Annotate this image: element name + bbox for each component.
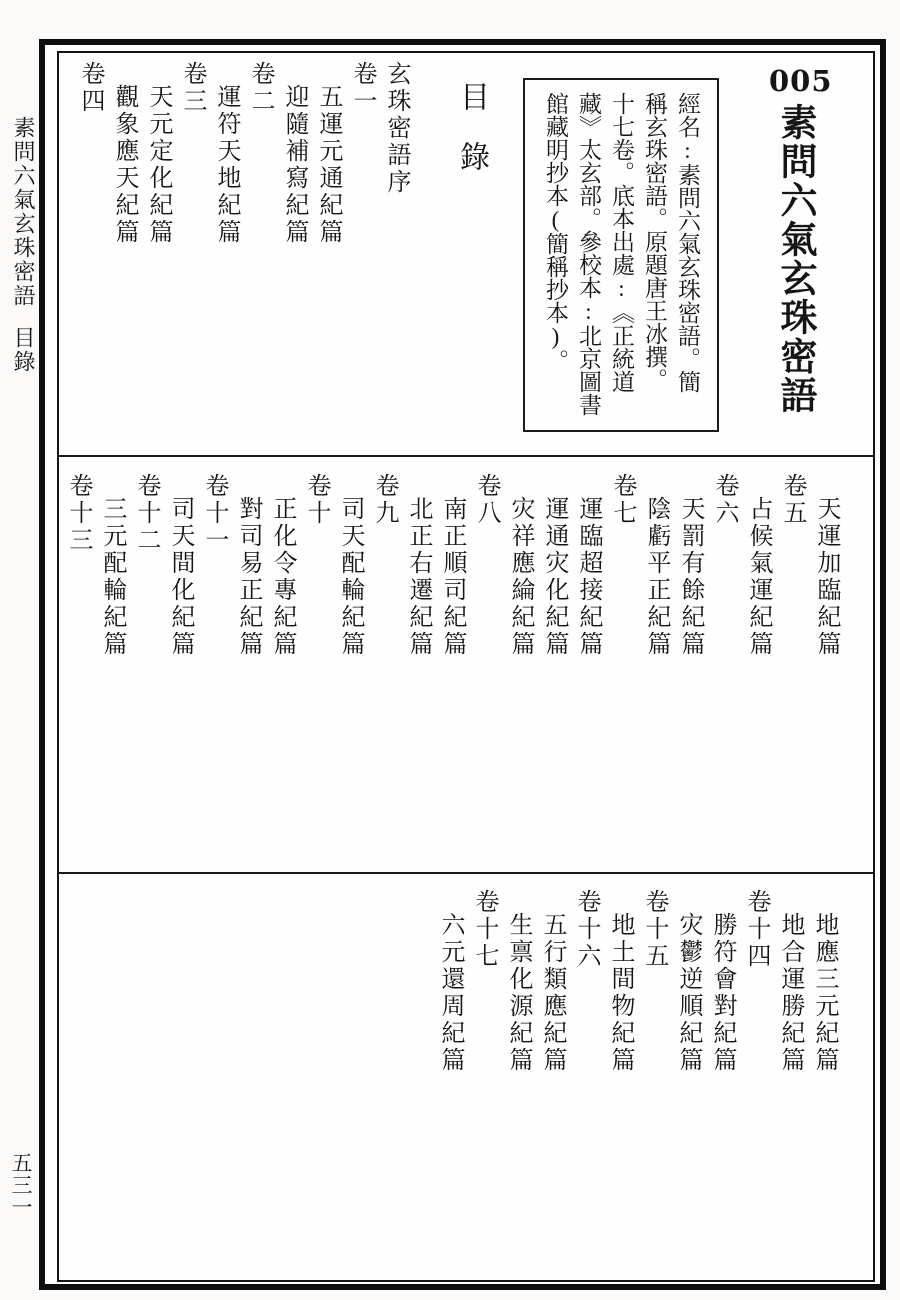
toc-volume-label: 卷十二 xyxy=(133,473,159,554)
spine-section-label: 目錄 xyxy=(11,326,36,374)
toc-entries-top xyxy=(73,61,413,451)
toc-chapter-entry: 生禀化源紀篇 xyxy=(505,912,531,1074)
toc-chapter-entry: 占候氣運紀篇 xyxy=(745,496,771,658)
page-number: 五三一 xyxy=(9,1152,33,1218)
toc-volume-label: 卷十六 xyxy=(573,889,599,970)
toc-chapter-entry: 天罰有餘紀篇 xyxy=(677,496,703,658)
toc-chapter-entry: 灾鬱逆順紀篇 xyxy=(675,912,701,1074)
toc-chapter-entry: 對司易正紀篇 xyxy=(235,496,261,658)
toc-heading: 目錄 xyxy=(455,81,488,201)
inner-frame xyxy=(57,51,875,1282)
toc-chapter-entry: 觀象應天紀篇 xyxy=(111,84,137,246)
book-title: 素問六氣玄珠密語 xyxy=(774,103,815,415)
toc-volume-label: 卷十 xyxy=(303,473,329,527)
toc-section-top xyxy=(59,53,873,455)
toc-volume-label: 卷十一 xyxy=(201,473,227,554)
toc-chapter-entry: 天元定化紀篇 xyxy=(145,84,171,246)
toc-chapter-entry: 六元還周紀篇 xyxy=(437,912,463,1074)
toc-chapter-entry: 運符天地紀篇 xyxy=(213,84,239,246)
toc-chapter-entry: 陰虧平正紀篇 xyxy=(643,496,669,658)
edition-note-box xyxy=(523,78,719,432)
toc-volume-label: 卷十五 xyxy=(641,889,667,970)
toc-volume-label: 卷八 xyxy=(473,473,499,527)
serial-number: 005 xyxy=(769,64,833,98)
book-title-block xyxy=(769,64,833,415)
toc-chapter-entry: 司天間化紀篇 xyxy=(167,496,193,658)
toc-volume-label: 卷三 xyxy=(179,61,205,115)
toc-preface-entry: 玄珠密語序 xyxy=(383,61,409,196)
toc-chapter-entry: 正化令專紀篇 xyxy=(269,496,295,658)
toc-chapter-entry: 運臨超接紀篇 xyxy=(575,496,601,658)
toc-volume-label: 卷一 xyxy=(349,61,375,115)
note-line: 稱玄珠密語。原題唐王冰撰。 xyxy=(642,92,667,391)
toc-chapter-entry: 地應三元紀篇 xyxy=(811,912,837,1074)
toc-volume-label: 卷二 xyxy=(247,61,273,115)
toc-chapter-entry: 北正右遷紀篇 xyxy=(405,496,431,658)
toc-chapter-entry: 五運元通紀篇 xyxy=(315,84,341,246)
toc-chapter-entry: 南正順司紀篇 xyxy=(439,496,465,658)
toc-volume-label: 卷十四 xyxy=(743,889,769,970)
toc-section-middle xyxy=(59,457,873,870)
note-line: 經名:素問六氣玄珠密語。簡 xyxy=(675,92,700,393)
toc-chapter-entry: 地土間物紀篇 xyxy=(607,912,633,1074)
toc-volume-label: 卷七 xyxy=(609,473,635,527)
note-line: 館藏明抄本(簡稱抄本)。 xyxy=(543,92,568,372)
toc-volume-label: 卷四 xyxy=(77,61,103,115)
note-line: 十七卷。底本出處:《正統道 xyxy=(609,92,634,393)
toc-volume-label: 卷五 xyxy=(779,473,805,527)
toc-chapter-entry: 天運加臨紀篇 xyxy=(813,496,839,658)
toc-chapter-entry: 三元配輪紀篇 xyxy=(99,496,125,658)
toc-chapter-entry: 運通灾化紀篇 xyxy=(541,496,567,658)
toc-volume-label: 卷六 xyxy=(711,473,737,527)
toc-volume-label: 卷九 xyxy=(371,473,397,527)
toc-chapter-entry: 灾祥應綸紀篇 xyxy=(507,496,533,658)
toc-chapter-entry: 勝符會對紀篇 xyxy=(709,912,735,1074)
note-line: 藏》太玄部。參校本:北京圖書 xyxy=(576,92,601,416)
spine-book-title: 素問六氣玄珠密語 xyxy=(11,116,36,308)
spine-text xyxy=(10,116,36,374)
toc-chapter-entry: 迎隨補寫紀篇 xyxy=(281,84,307,246)
toc-section-bottom xyxy=(59,874,873,1280)
toc-chapter-entry: 五行類應紀篇 xyxy=(539,912,565,1074)
toc-volume-label: 卷十七 xyxy=(471,889,497,970)
toc-chapter-entry: 司天配輪紀篇 xyxy=(337,496,363,658)
toc-volume-label: 卷十三 xyxy=(65,473,91,554)
toc-chapter-entry: 地合運勝紀篇 xyxy=(777,912,803,1074)
